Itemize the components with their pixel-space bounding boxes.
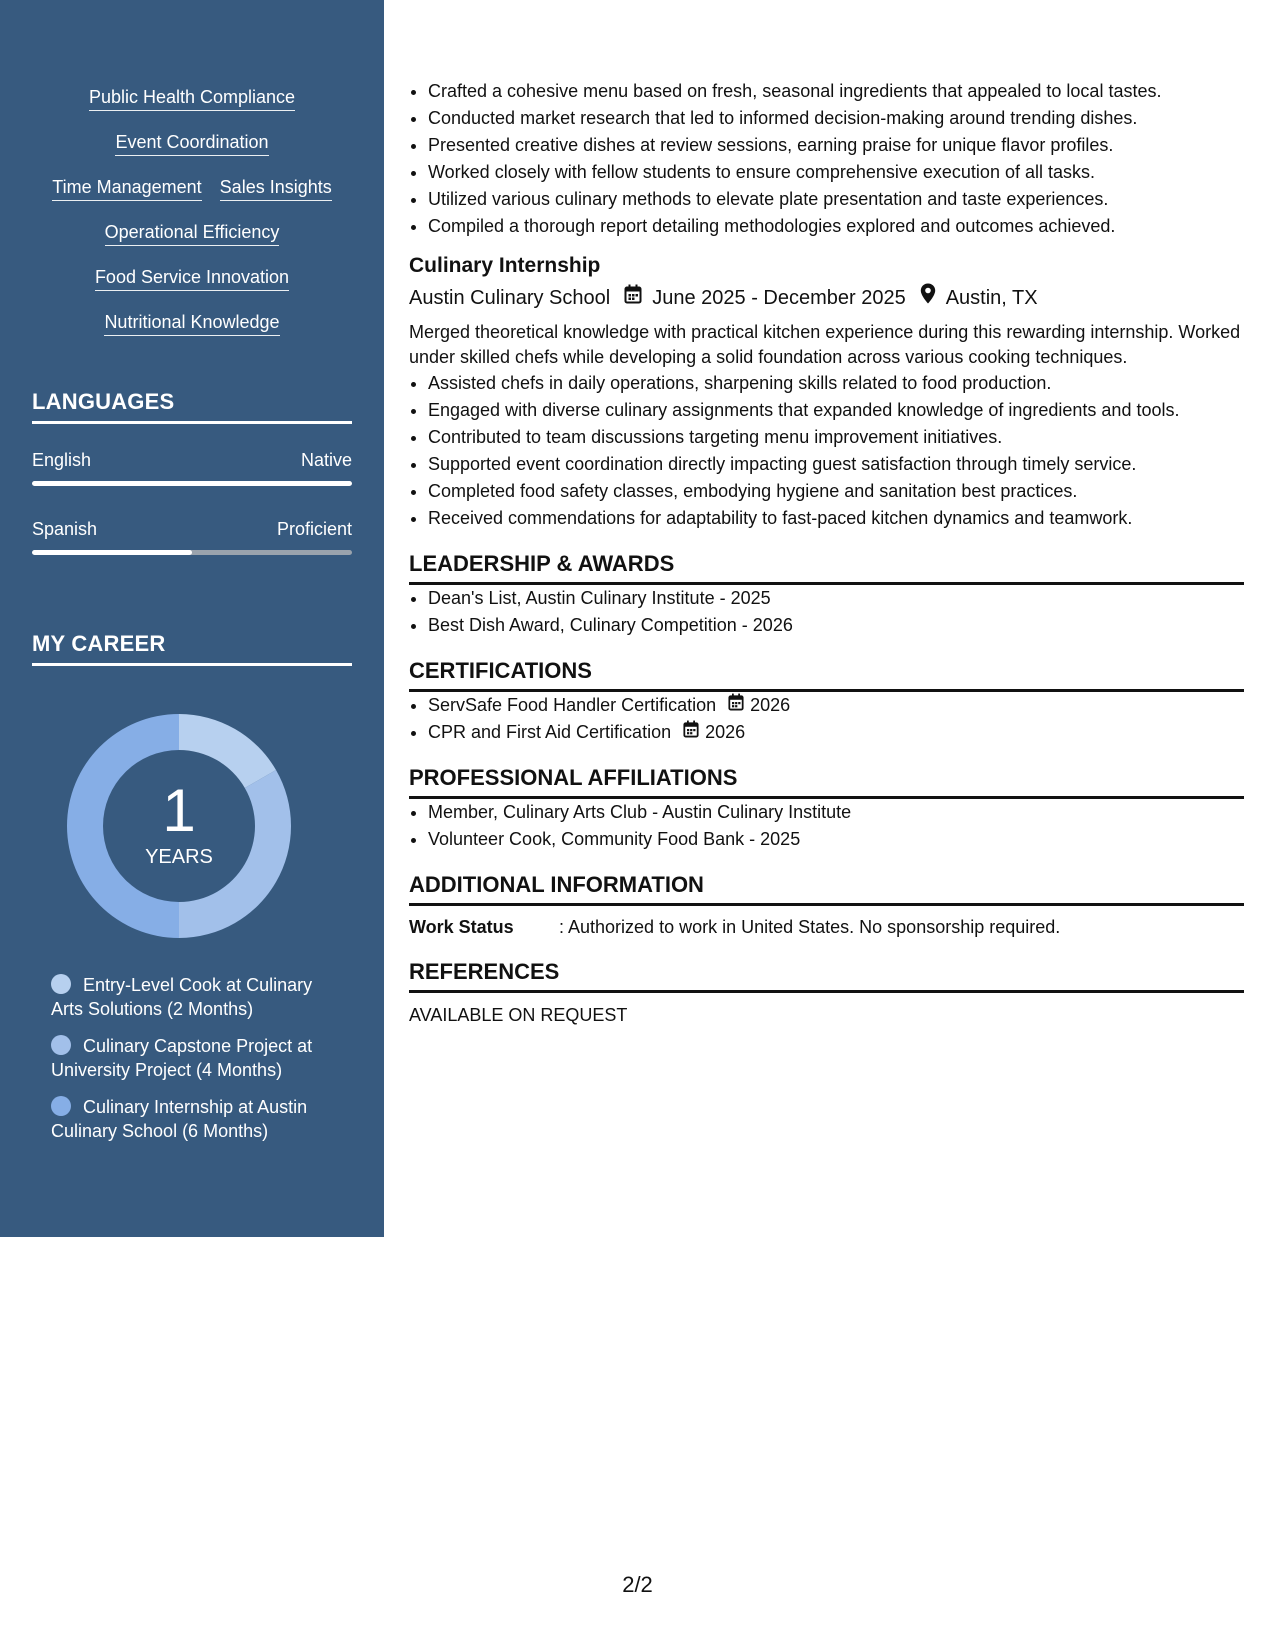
job-dates: June 2025 - December 2025: [652, 287, 906, 309]
languages-heading: LANGUAGES: [32, 389, 352, 424]
list-item: • Engaged with diverse culinary assignments that expanded knowledge of ingredients and tools.: [428, 397, 1244, 424]
work-status-label: Work Status: [409, 917, 514, 937]
list-item: • Conducted market research that led to informed decision-making around trending dishes.: [428, 105, 1244, 132]
work-status-row: [409, 915, 1244, 940]
skill-tag: Public Health Compliance: [89, 86, 295, 111]
sidebar: [0, 0, 384, 1237]
job-title: Culinary Internship: [409, 254, 601, 277]
career-item-text: Culinary Internship at Austin Culinary School (6 Months): [51, 1097, 308, 1141]
skill-tag: Operational Efficiency: [105, 221, 280, 246]
list-item: [428, 719, 1244, 746]
certifications-list: [409, 692, 1244, 746]
list-item: • Worked closely with fellow students to ensure comprehensive execution of all tasks.: [428, 159, 1244, 186]
language-name: Spanish: [32, 519, 98, 539]
list-item: • Completed food safety classes, embodying hygiene and sanitation best practices.: [428, 478, 1244, 505]
list-item: • Assisted chefs in daily operations, sharpening skills related to food production.: [428, 370, 1244, 397]
skill-row: [0, 176, 384, 221]
certifications-heading: CERTIFICATIONS: [409, 657, 1244, 692]
language-level: Native: [300, 450, 352, 470]
job-meta: [409, 282, 1244, 314]
career-list: [51, 973, 341, 1156]
career-years-number: 1: [162, 777, 196, 844]
skill-row: [0, 131, 384, 176]
language-spanish: [32, 518, 352, 555]
additional-info-heading: ADDITIONAL INFORMATION: [409, 871, 1244, 906]
internship-bullets: [409, 370, 1244, 532]
career-dot: [51, 1035, 71, 1055]
career-donut-chart: [64, 711, 294, 941]
page-number: 2/2: [622, 1572, 653, 1597]
affiliations-list: [409, 799, 1244, 853]
calendar-icon: [683, 719, 699, 746]
list-item: • Crafted a cohesive menu based on fresh, seasonal ingredients that appealed to local tastes.: [428, 78, 1244, 105]
career-dot: [51, 1096, 71, 1116]
job-location: Austin, TX: [945, 287, 1038, 309]
calendar-icon: [728, 692, 744, 719]
language-english: [32, 449, 352, 486]
career-item-text: Culinary Capstone Project at University Project (4 Months): [51, 1036, 313, 1080]
skill-tag: Food Service Innovation: [95, 266, 289, 291]
cert-year: 2026: [705, 722, 746, 742]
calendar-icon: [624, 282, 642, 314]
skill-tag: Nutritional Knowledge: [104, 311, 279, 336]
cert-year: 2026: [750, 695, 791, 715]
skills-list: [0, 86, 384, 356]
career-dot: [51, 974, 71, 994]
language-name: English: [32, 450, 92, 470]
language-proficiency-fill: [32, 550, 192, 555]
references-text: AVAILABLE ON REQUEST: [409, 1005, 628, 1025]
list-item: • Contributed to team discussions targeting menu improvement initiatives.: [428, 424, 1244, 451]
job-description: Merged theoretical knowledge with practical kitchen experience during this rewarding internship. Worked under skilled chefs while developing a solid foundation across various cooking techniques.: [409, 322, 1241, 367]
career-item: [51, 1095, 341, 1143]
list-item: • Best Dish Award, Culinary Competition - 2026: [428, 612, 1244, 639]
skill-row: [0, 86, 384, 131]
skill-row: [0, 311, 384, 356]
list-item: • Member, Culinary Arts Club - Austin Culinary Institute: [428, 799, 1244, 826]
list-item: • Volunteer Cook, Community Food Bank - 2025: [428, 826, 1244, 853]
list-item: • Compiled a thorough report detailing methodologies explored and outcomes achieved.: [428, 213, 1244, 240]
affiliations-heading: PROFESSIONAL AFFILIATIONS: [409, 764, 1244, 799]
skill-row: [0, 221, 384, 266]
project-bullets: [409, 78, 1244, 240]
skill-tag: Time Management: [52, 176, 201, 201]
skill-row: [0, 266, 384, 311]
awards-heading: LEADERSHIP & AWARDS: [409, 550, 1244, 585]
list-item: • Utilized various culinary methods to elevate plate presentation and taste experiences.: [428, 186, 1244, 213]
language-level: Proficient: [276, 519, 352, 539]
career-years-unit: YEARS: [145, 846, 213, 868]
cert-name: • CPR and First Aid Certification: [428, 722, 672, 742]
references-heading: REFERENCES: [409, 958, 1244, 993]
list-item: [428, 692, 1244, 719]
list-item: • Received commendations for adaptability to fast-paced kitchen dynamics and teamwork.: [428, 505, 1244, 532]
job-company: Austin Culinary School: [409, 287, 611, 309]
main-content: [409, 78, 1244, 1028]
list-item: • Dean's List, Austin Culinary Institute - 2025: [428, 585, 1244, 612]
career-heading: MY CAREER: [32, 631, 352, 666]
career-item: [51, 973, 341, 1021]
career-item-text: Entry-Level Cook at Culinary Arts Solutions (2 Months): [51, 975, 313, 1019]
skill-tag: Sales Insights: [220, 176, 332, 201]
cert-name: • ServSafe Food Handler Certification: [428, 695, 717, 715]
list-item: • Supported event coordination directly impacting guest satisfaction through timely service.: [428, 451, 1244, 478]
language-proficiency-bar: [32, 550, 352, 555]
language-proficiency-fill: [32, 481, 352, 486]
location-pin-icon: [920, 282, 936, 314]
skill-tag: Event Coordination: [115, 131, 268, 156]
work-status-value: : Authorized to work in United States. No sponsorship required.: [559, 917, 1061, 937]
language-proficiency-bar: [32, 481, 352, 486]
list-item: • Presented creative dishes at review sessions, earning praise for unique flavor profiles.: [428, 132, 1244, 159]
career-item: [51, 1034, 341, 1082]
awards-list: [409, 585, 1244, 639]
